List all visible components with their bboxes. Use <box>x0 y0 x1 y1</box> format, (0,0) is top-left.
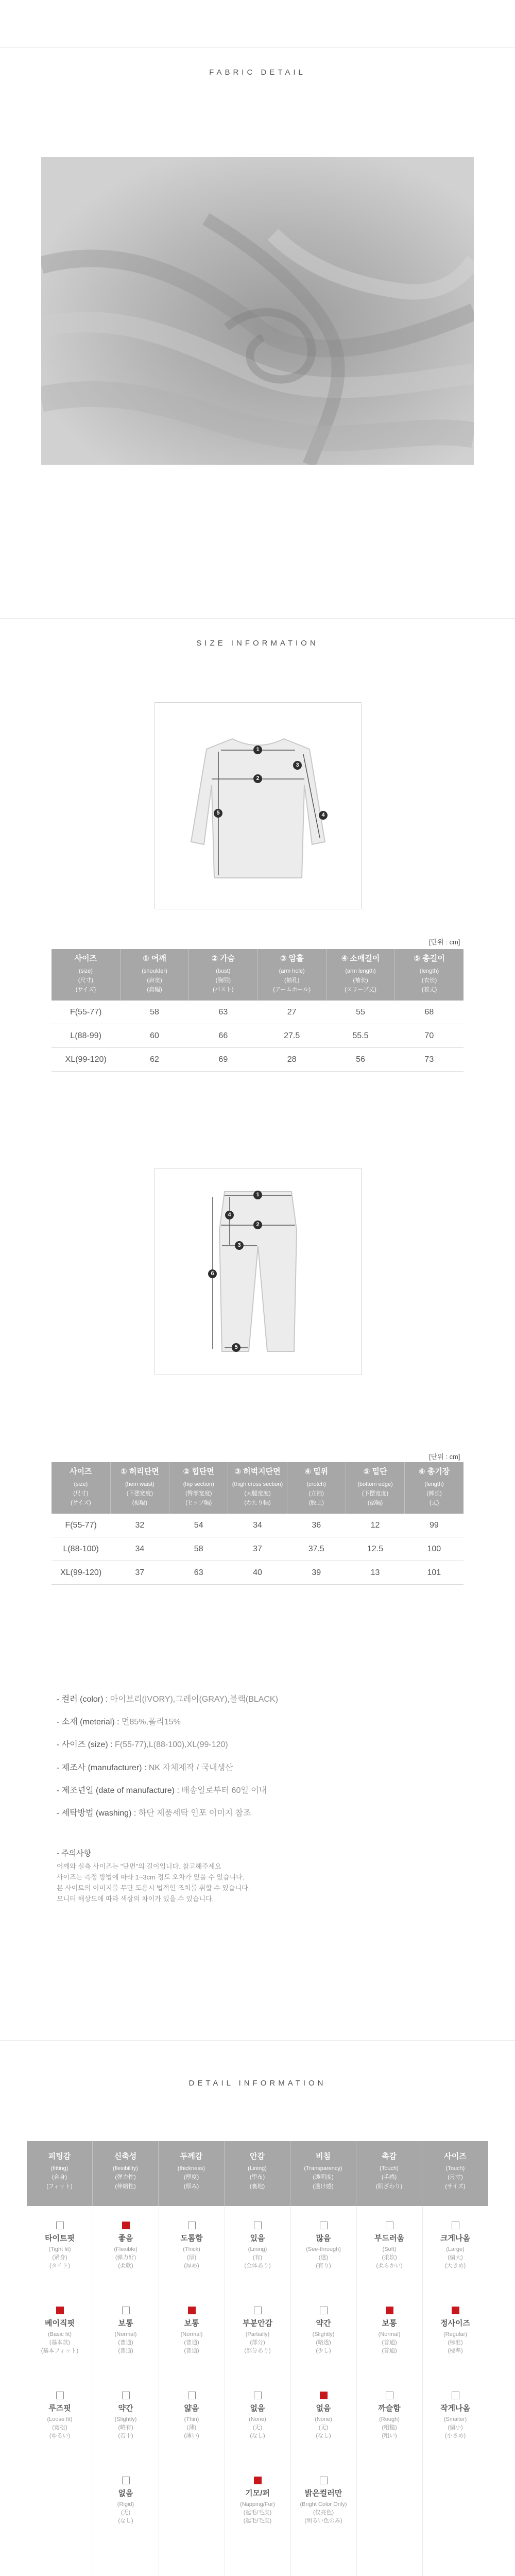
unchecked-box-icon <box>188 2222 196 2229</box>
pants-header-waist: ① 허리단면 (hem waist) (下摆宽度) (裾幅) <box>110 1462 169 1514</box>
spec-manufacturer: - 제조사 (manufacturer) : NK 자체제작 / 국내생산 <box>57 1764 233 1772</box>
table-cell: 40 <box>228 1561 287 1585</box>
notice-title: - 주의사항 <box>57 1849 92 1858</box>
unchecked-box-icon <box>56 2222 64 2229</box>
unchecked-box-icon <box>188 2392 196 2399</box>
table-cell: L(88-99) <box>52 1024 120 1048</box>
table-cell: 56 <box>326 1048 394 1072</box>
dim-marker-5: 5 <box>232 1343 241 1352</box>
spec-color: - 컬러 (color) : 아이보리(IVORY),그레이(GRAY),블랙(BLACK) <box>57 1695 278 1704</box>
checked-box-icon <box>254 2477 262 2484</box>
dim-marker-1: 1 <box>253 1191 262 1199</box>
detail-option: 약간 (Slightly) (略有) (若干) <box>93 2392 159 2440</box>
spec-size: - 사이즈 (size) : F(55-77),L(88-100),XL(99-120) <box>57 1740 228 1749</box>
size-information-title: SIZE INFORMATION <box>196 639 319 648</box>
unchecked-box-icon <box>254 2307 262 2314</box>
top-size-header-length: ⑤ 총길이 (length) (衣长) (着丈) <box>395 949 464 1001</box>
spec-material: - 소재 (meterial) : 면85%,폴리15% <box>57 1718 181 1726</box>
detail-column-header: 안감 (Lining) (里布) (裏地) <box>225 2141 290 2206</box>
table-cell: 58 <box>120 1001 188 1024</box>
unit-label-top: [단위 : cm] <box>429 938 460 946</box>
unchecked-box-icon <box>122 2477 130 2484</box>
pants-diagram <box>155 1168 361 1375</box>
table-cell: 27.5 <box>258 1024 326 1048</box>
pants-size-diagram <box>154 1168 362 1375</box>
table-row <box>52 1514 464 1537</box>
table-cell: 37 <box>110 1561 169 1585</box>
table-cell: F(55-77) <box>52 1514 110 1537</box>
table-cell: 73 <box>395 1048 464 1072</box>
detail-option: 작게나옴 (Smaller) (偏小) (小さめ) <box>422 2392 488 2440</box>
detail-option: 부드러움 (Soft) (柔软) (柔らかい) <box>356 2222 422 2270</box>
checked-box-icon <box>56 2307 64 2314</box>
detail-column-header: 피팅감 (fitting) (合身) (フィット) <box>27 2141 93 2206</box>
table-cell: 12.5 <box>346 1537 404 1561</box>
dim-marker-3: 3 <box>235 1241 244 1250</box>
top-size-header-bust: ② 가슴 (bust) (胸围) (バスト) <box>189 949 258 1001</box>
table-cell: XL(99-120) <box>52 1561 110 1585</box>
detail-option: 보통 (Normal) (普通) (普通) <box>356 2307 422 2355</box>
notice-line: 본 사이트의 이미지를 무단 도용시 법적인 조치를 취할 수 있습니다. <box>57 1884 250 1892</box>
unchecked-box-icon <box>386 2392 393 2399</box>
table-cell: 28 <box>258 1048 326 1072</box>
detail-option: 보통 (Normal) (普通) (普通) <box>159 2307 225 2355</box>
table-cell: 27 <box>258 1001 326 1024</box>
checked-box-icon <box>386 2307 393 2314</box>
table-cell: 37 <box>228 1537 287 1561</box>
table-cell: 100 <box>405 1537 464 1561</box>
dim-marker-4: 4 <box>225 1211 234 1219</box>
detail-option: 기모/퍼 (Napping/Fur) (起毛/毛皮) (起毛/毛皮) <box>225 2477 290 2525</box>
pants-header-hip: ② 힙단면 (hip section) (臀部宽度) (ヒップ幅) <box>169 1462 228 1514</box>
unchecked-box-icon <box>320 2307 328 2314</box>
detail-option: 좋음 (Flexible) (弹力好) (柔軟) <box>93 2222 159 2270</box>
top-size-header-size: 사이즈 (size) (尺寸) (サイズ) <box>52 949 120 1001</box>
unchecked-box-icon <box>452 2392 459 2399</box>
section-divider-1 <box>0 618 515 619</box>
section-divider-2 <box>0 2040 515 2041</box>
table-cell: 36 <box>287 1514 346 1537</box>
detail-column-header: 사이즈 (Touch) (尺寸) (サイズ) <box>422 2141 488 2206</box>
table-cell: 32 <box>110 1514 169 1537</box>
detail-option: 루즈핏 (Loose fit) (宽松) (ゆるい) <box>27 2392 93 2440</box>
table-cell: 60 <box>120 1024 188 1048</box>
fabric-texture <box>41 157 474 465</box>
top-size-table <box>52 949 464 1072</box>
fabric-detail-title: FABRIC DETAIL <box>209 68 306 77</box>
pants-header-size: 사이즈 (size) (尺寸) (サイズ) <box>52 1462 110 1514</box>
detail-option: 보통 (Normal) (普通) (普通) <box>93 2307 159 2355</box>
table-cell: 37.5 <box>287 1537 346 1561</box>
unchecked-box-icon <box>386 2222 393 2229</box>
table-row <box>52 1048 464 1072</box>
table-cell: F(55-77) <box>52 1001 120 1024</box>
detail-column-header: 촉감 (Touch) (手感) (肌ざわり) <box>356 2141 422 2206</box>
table-cell: 62 <box>120 1048 188 1072</box>
detail-option: 없음 (None) (无) (なし) <box>290 2392 356 2440</box>
detail-option: 베이직핏 (Basic fit) (基本款) (基本フィット) <box>27 2307 93 2355</box>
detail-option: 도톰함 (Thick) (厚) (厚め) <box>159 2222 225 2270</box>
dim-marker-2: 2 <box>253 774 262 783</box>
pants-header-crotch: ④ 밑위 (crotch) (立裆) (股上) <box>287 1462 346 1514</box>
checked-box-icon <box>452 2307 459 2314</box>
table-cell: L(88-100) <box>52 1537 110 1561</box>
table-row <box>52 1024 464 1048</box>
top-divider <box>0 47 515 48</box>
detail-option: 있음 (Lining) (有) (全体あり) <box>225 2222 290 2270</box>
fabric-photo <box>41 157 474 465</box>
table-cell: 99 <box>405 1514 464 1537</box>
top-size-header-shoulder: ① 어깨 (shoulder) (肩宽) (肩幅) <box>120 949 188 1001</box>
notice-line: 모니터 해상도에 따라 색상의 차이가 있을 수 있습니다. <box>57 1895 214 1903</box>
unchecked-box-icon <box>122 2307 130 2314</box>
pants-header-length: ⑥ 총기장 (length) (裤长) (丈) <box>405 1462 464 1514</box>
top-size-header-armhole: ③ 암홀 (arm hole) (袖孔) (アームホール) <box>258 949 326 1001</box>
detail-option: 많음 (See-through) (透) (有り) <box>290 2222 356 2270</box>
detail-option: 얇음 (Thin) (薄) (薄い) <box>159 2392 225 2440</box>
detail-option: 까슬함 (Rough) (粗糙) (粗い) <box>356 2392 422 2440</box>
pants-header-thigh: ③ 허벅지단면 (thigh cross section) (大腿宽度) (わたり幅) <box>228 1462 287 1514</box>
table-cell: 63 <box>189 1001 258 1024</box>
detail-column-header: 비침 (Transparency) (透明度) (透け感) <box>290 2141 356 2206</box>
spec-manufacture-date: - 제조년일 (date of manufacture) : 배송일로부터 60일 이내 <box>57 1786 267 1795</box>
table-cell: 54 <box>169 1514 228 1537</box>
detail-column-header: 두께감 (thickness) (厚度) (厚み) <box>159 2141 225 2206</box>
unchecked-box-icon <box>254 2392 262 2399</box>
table-cell: 55.5 <box>326 1024 394 1048</box>
detail-column-header: 신축성 (flexibility) (弹力性) (伸縮性) <box>93 2141 159 2206</box>
table-cell: 34 <box>228 1514 287 1537</box>
dim-marker-1: 1 <box>253 745 262 754</box>
table-cell: 39 <box>287 1561 346 1585</box>
table-cell: 101 <box>405 1561 464 1585</box>
dim-marker-5: 5 <box>214 809 222 818</box>
top-size-diagram <box>154 702 362 909</box>
unchecked-box-icon <box>254 2222 262 2229</box>
detail-option: 정사이즈 (Regular) (标准) (標準) <box>422 2307 488 2355</box>
table-cell: 55 <box>326 1001 394 1024</box>
detail-option: 부분안감 (Partially) (部分) (部分あり) <box>225 2307 290 2355</box>
unchecked-box-icon <box>320 2477 328 2484</box>
sweatshirt-diagram <box>155 703 361 909</box>
pants-size-table <box>52 1462 464 1585</box>
dim-marker-4: 4 <box>319 811 328 820</box>
table-cell: 58 <box>169 1537 228 1561</box>
top-size-header-arm-length: ④ 소매길이 (arm length) (袖长) (スリーブ丈) <box>326 949 394 1001</box>
table-cell: 63 <box>169 1561 228 1585</box>
table-cell: 12 <box>346 1514 404 1537</box>
detail-option: 없음 (None) (无) (なし) <box>225 2392 290 2440</box>
dim-marker-3: 3 <box>293 761 302 770</box>
table-row <box>52 1001 464 1024</box>
table-cell: XL(99-120) <box>52 1048 120 1072</box>
table-cell: 34 <box>110 1537 169 1561</box>
detail-information-title: DETAIL INFORMATION <box>188 2079 327 2088</box>
unchecked-box-icon <box>320 2222 328 2229</box>
checked-box-icon <box>122 2222 130 2229</box>
detail-option: 타이트핏 (Tight fit) (紧身) (タイト) <box>27 2222 93 2270</box>
table-cell: 13 <box>346 1561 404 1585</box>
table-cell: 70 <box>395 1024 464 1048</box>
notice-line: 사이즈는 측정 방법에 따라 1~3cm 정도 오차가 있을 수 있습니다. <box>57 1873 245 1881</box>
table-cell: 68 <box>395 1001 464 1024</box>
table-row <box>52 1537 464 1561</box>
dim-marker-2: 2 <box>253 1221 262 1229</box>
checked-box-icon <box>188 2307 196 2314</box>
unchecked-box-icon <box>452 2222 459 2229</box>
dim-marker-6: 6 <box>208 1269 217 1278</box>
detail-option: 크게나옴 (Large) (偏大) (大きめ) <box>422 2222 488 2270</box>
pants-header-hem: ⑤ 밑단 (bottom edge) (下摆宽度) (裾幅) <box>346 1462 404 1514</box>
table-row <box>52 1561 464 1585</box>
unchecked-box-icon <box>56 2392 64 2399</box>
notice-line: 어깨와 실측 사이즈는 "단면"의 길이입니다. 참고해주세요 <box>57 1862 221 1870</box>
spec-washing: - 세탁방법 (washing) : 하단 제품세탁 인포 이미지 참조 <box>57 1809 251 1818</box>
detail-option: 약간 (Slightly) (略透) (少し) <box>290 2307 356 2355</box>
table-cell: 66 <box>189 1024 258 1048</box>
detail-option: 밝은컬러만 (Bright Color Only) (仅亮色) (明るい色のみ) <box>290 2477 356 2525</box>
detail-option: 없음 (Rigid) (无) (なし) <box>93 2477 159 2525</box>
unit-label-pants: [단위 : cm] <box>429 1453 460 1461</box>
checked-box-icon <box>320 2392 328 2399</box>
unchecked-box-icon <box>122 2392 130 2399</box>
table-cell: 69 <box>189 1048 258 1072</box>
